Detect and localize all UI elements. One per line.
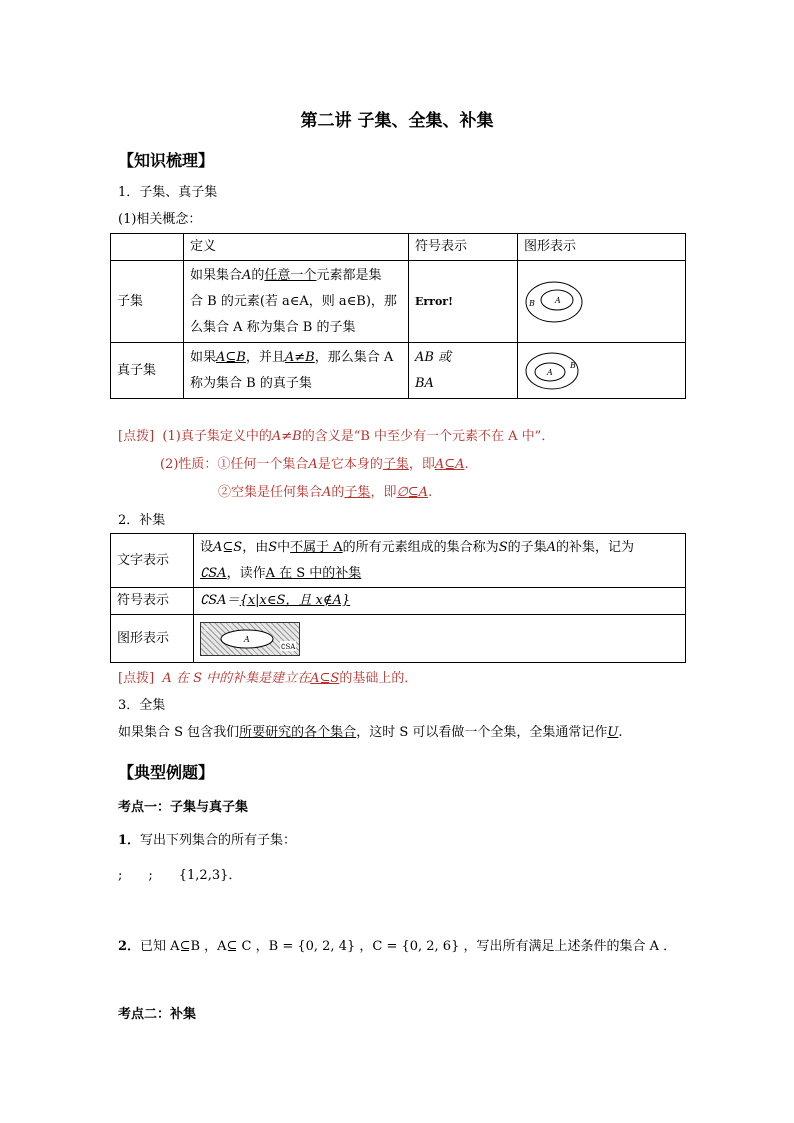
tip-complement: [点拨] A 在 S 中的补集是建立在A⊆S的基础上的． (118, 671, 418, 686)
proper-subset-definition: 如果A⊆B，并且A≠B，那么集合 A 称为集合 B 的真子集 (184, 343, 409, 399)
tip-line-2: (2)性质：①任何一个集合A是它本身的子集，即A⊆A. (160, 457, 469, 472)
kaodian-2-heading: 考点二：补集 (118, 1007, 197, 1022)
complement-figure-cell (194, 615, 686, 663)
subset-definition: 如果集合A的任意一个元素都是集 合 B 的元素(若 a∈A，则 a∈B)，那 么集合 A 称为集合 B 的子集 (184, 261, 409, 343)
venn-label-s: S (204, 625, 209, 633)
subset-venn-figure (518, 261, 686, 343)
subsection-complement: 2．补集 (118, 513, 166, 528)
header-figure: 图形表示 (518, 234, 686, 261)
table-corner-cell (111, 234, 184, 261)
complement-table (110, 533, 686, 663)
row-label-proper-subset: 真子集 (111, 343, 184, 399)
subset-symbol: Error! (409, 261, 518, 343)
section-heading-examples: 【典型例题】 (118, 763, 215, 782)
subsection-universal-set: 3．全集 (118, 698, 166, 713)
page-title: 第二讲 子集、全集、补集 (300, 111, 494, 131)
tip-line-3: ②空集是任何集合A的子集，即∅⊆A. (218, 485, 433, 500)
venn-label-a: A (555, 295, 561, 305)
proper-subset-venn-figure (518, 343, 686, 399)
question-1-sets: ; ; {1,2,3}． (118, 868, 242, 883)
complement-text-definition: 设A⊆S，由S中不属于 A的所有元素组成的集合称为S的子集A的补集，记为 ∁SA，读作A 在 S 中的补集 (194, 534, 686, 588)
tip-line-1: [点拨] (1)真子集定义中的A≠B的含义是“B 中至少有一个元素不在 A 中”． (118, 429, 555, 444)
venn-label-a: A (244, 634, 250, 644)
row-label-figure: 图形表示 (111, 615, 194, 663)
row-label-text: 文字表示 (111, 534, 194, 588)
row-label-subset: 子集 (111, 261, 184, 343)
complement-venn-figure (200, 622, 300, 656)
subsection-concepts: (1)相关概念： (118, 212, 202, 227)
proper-subset-symbol: AB 或 BA (409, 343, 518, 399)
venn-label-complement: ∁SA (281, 642, 296, 651)
question-2: 2．已知 A⊆B ，A⊆ C ，B = {0, 2, 4} ，C = {0, 2, 6} ，写出所有满足上述条件的集合 A ． (118, 939, 677, 954)
venn-label-a: A (547, 367, 553, 377)
subsection-subset: 1．子集、真子集 (118, 185, 218, 200)
universal-set-text: 如果集合 S 包含我们所要研究的各个集合，这时 S 可以看做一个全集，全集通常记作U. (118, 725, 623, 740)
complement-symbol: ∁SA＝{x|x∈S，且 x∉A} (194, 588, 686, 615)
section-heading-knowledge: 【知识梳理】 (118, 151, 215, 170)
venn-label-b: B (570, 360, 576, 370)
venn-label-b: B (529, 298, 535, 308)
header-symbol: 符号表示 (409, 234, 518, 261)
header-definition: 定义 (184, 234, 409, 261)
kaodian-1-heading: 考点一：子集与真子集 (118, 800, 249, 815)
subset-table (110, 233, 686, 399)
row-label-symbol: 符号表示 (111, 588, 194, 615)
question-1: 1．写出下列集合的所有子集： (118, 833, 297, 848)
